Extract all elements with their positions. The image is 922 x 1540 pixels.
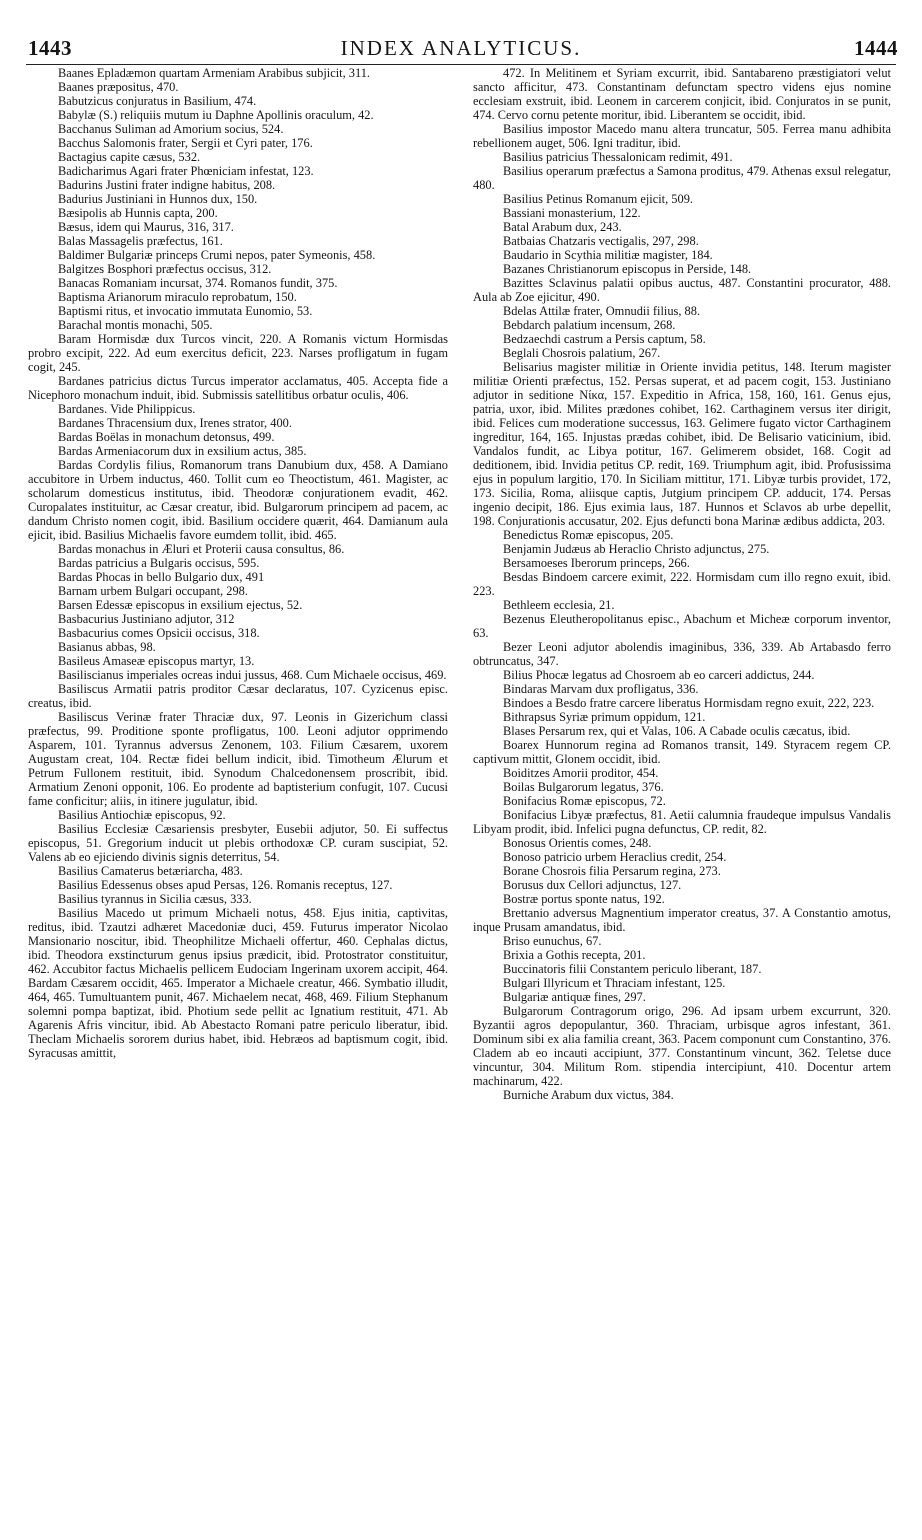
index-entry: Bardas Cordylis filius, Romanorum trans Danubium dux, 458. A Damiano accubitore in Urbem inductus, 460. Tollit cum eo Theoctistum, 461. Magister, ac scholarum domesticus institutus, ibid. Theodoræ conjurationem evadit, 462. Curopalates instituitur, ac Cæsar creatur, ibid. Bulgarorum principem ad pacem, ac dandum Christo nomen cogit, ibid. Basilium occidere quærit, 464. Damianum aula ejicit, ibid. Basilius Michaelis favore eumdem tollit, ibid. 465.: [28, 458, 448, 542]
index-entry: Bacchus Salomonis frater, Sergii et Cyri pater, 176.: [58, 136, 313, 150]
index-entry: Burniche Arabum dux victus, 384.: [503, 1088, 674, 1102]
index-entry: Bardas Boëlas in monachum detonsus, 499.: [58, 430, 275, 444]
index-entry: Basilius patricius Thessalonicam redimit, 491.: [503, 150, 733, 164]
index-entry: Baanes præpositus, 470.: [58, 80, 179, 94]
index-entry: Batal Arabum dux, 243.: [503, 220, 622, 234]
index-entry: Belisarius magister militiæ in Oriente invidia petitus, 148. Iterum magister militiæ Orienti præfectus, 152. Persas superat, et ad pacem cogit, 153. Justiniano adjutor in seditione Nίκα, 157. Expeditio in Africa, 158, 160, 161. Genus ejus, patria, uxor, ibid. Milites prædones cohibet, 162. Carthaginem versus iter dirigit, ibid. Felices cum moderatione successus, 163. Gelimere fugato victor Carthaginem ingreditur, 164, 165. Injustas prædas cohibet, ibid. De Belisario vaticinium, ibid. Vandalos fundit, ac Libya potitur, 167. Gelimerem obsidet, 168. Cogit ad deditionem, ibid. Invidia petitus CP. redit, 169. Triumphum agit, ibid. Profusissima ejus in populum largitio, 170. In Siciliam mittitur, 171. Libyæ turbis providet, 172, 173. Sicilia, Roma, aliisque captis, Jutgium principem CP. adducit, 174. Persas ingenio decipit, 186. Ejus eximia laus, 187. Hunnos et Sclavos ab urbe depellit, 198. Conjurationis accusatur, 202. Ejus defuncti bona Marinæ ædibus addicta, 203.: [473, 360, 891, 528]
index-entry: Bonoso patricio urbem Heraclius credit, 254.: [503, 850, 727, 864]
index-entry: Badurins Justini frater indigne habitus, 208.: [58, 178, 276, 192]
index-entry: Bulgarorum Contragorum origo, 296. Ad ipsam urbem excurrunt, 320. Byzantii agros depopulantur, 360. Thraciam, urbisque agros infestant, 361. Dominum sibi ex alia familia creant, 363. Pacem componunt cum Constantino, 376. Cladem ab eo incauti accipiunt, 377. Constantinum vincunt, 362. Teletse duce vincuntur, 304. Militum Rom. stipendia intercipiunt, 410. Docentur artem machinarum, 422.: [473, 1004, 891, 1088]
index-entry: Bacchanus Suliman ad Amorium socius, 524.: [58, 122, 284, 136]
index-entry: Basilius Ecclesiæ Cæsariensis presbyter, Eusebii adjutor, 50. Ei suffectus episcopus, 51. Gregorium inducit ut plebis orthodoxæ CP. curam suscipiat, 52. Valens ab eo ejiciendo divinis signis deterritus, 54.: [28, 822, 448, 864]
index-entry: Basilius Edessenus obses apud Persas, 126. Romanis receptus, 127.: [58, 878, 393, 892]
index-entry: Bardas patricius a Bulgaris occisus, 595.: [58, 556, 260, 570]
index-entry: Baram Hormisdæ dux Turcos vincit, 220. A Romanis victum Hormisdas probro excipit, 222. Ad eum exercitus deficit, 223. Narses profligatum in fugam cogit, 245.: [28, 332, 448, 374]
index-entry: Bersamoeses Iberorum princeps, 266.: [503, 556, 690, 570]
index-entry: Basileus Amaseæ episcopus martyr, 13.: [58, 654, 255, 668]
index-entry: Bactagius capite cæsus, 532.: [58, 150, 201, 164]
index-entry: Bæsipolis ab Hunnis capta, 200.: [58, 206, 218, 220]
index-entry: Basiliscus Verinæ frater Thraciæ dux, 97. Leonis in Gizerichum classi præfectus, 99. Proditione sponte profligatus, 100. Leoni adjutor opprimendo Asparem, 101. Tyrannus adversus Zenonem, 103. Filium Cæsarem, uxorem Augustam creat, 104. Rectæ fidei bellum indicit, ibid. Timotheum Ælurum et Petrum Fullonem restituit, ibid. Synodum Chalcedonensem proscribit, ibid. Armatium Zenoni opponit, 106. Eo prodente ad baptisterium confugit, 107. Cucusi fame conficitur; aliis, in itinere jugulatur, ibid.: [28, 710, 448, 808]
index-entry: Bardas Phocas in bello Bulgario dux, 491: [58, 570, 265, 584]
page-number-right: 1444: [854, 36, 898, 60]
index-entry: Barachal montis monachi, 505.: [58, 318, 213, 332]
left-column: [28, 66, 448, 1528]
index-entry: Basilius Macedo ut primum Michaeli notus, 458. Ejus initia, captivitas, reditus, ibid. Tzautzi adhæret Macedoniæ duci, 459. Futurus imperator Nicolao Mansionario noscitur, ibid. Theophilitze Michaeli offertur, 460. Cephalas dictus, ibid. Theodora exstincturum genus ipsius prædicit, ibid. Protostrator constituitur, 462. Accubitor factus Michaelis pellicem Eudociam Ingerinam uxorem accipit, 464. Bardam Cæsarem occidit, 465. Imperator a Michaele creatur, 466. Symbatio illudit, 464, 465. Tumultuantem punit, 467. Michaelem necat, 468, 469. Filium Stephanum solemni pompa baptizat, ibid. Photium sede pellit ac Ignatium restituit, 471. Ab Agarenis Afris vincitur, ibid. Ab Abestacto Romani patre periculo liberatur, ibid. Theclam Michaelis sororem durius habet, ibid. Hebræos ad baptismum cogit, ibid. Syracusas amittit,: [28, 906, 448, 1060]
index-entry: Besdas Bindoem carcere eximit, 222. Hormisdam cum illo regno exuit, ibid. 223.: [473, 570, 891, 598]
index-entry: Babutzicus conjuratus in Basilium, 474.: [58, 94, 257, 108]
index-entry: Barnam urbem Bulgari occupant, 298.: [58, 584, 248, 598]
index-entry: Baptismi ritus, et invocatio immutata Eunomio, 53.: [58, 304, 313, 318]
index-entry: Benedictus Romæ episcopus, 205.: [503, 528, 674, 542]
index-entry: Baldimer Bulgariæ princeps Crumi nepos, pater Symeonis, 458.: [58, 248, 376, 262]
index-entry: Bulgari Illyricum et Thraciam infestant, 125.: [503, 976, 726, 990]
index-entry: Bassiani monasterium, 122.: [503, 206, 641, 220]
index-entry: Bezer Leoni adjutor abolendis imaginibus, 336, 339. Ab Artabasdo ferro obtruncatus, 347.: [473, 640, 891, 668]
index-entry: Bindoes a Besdo fratre carcere liberatus Hormisdam regno exuit, 222, 223.: [503, 696, 875, 710]
index-entry: Blases Persarum rex, qui et Valas, 106. A Cabade oculis cæcatus, ibid.: [503, 724, 851, 738]
index-entry: Banacas Romaniam incursat, 374. Romanos fundit, 375.: [58, 276, 338, 290]
index-entry: Bonifacius Libyæ præfectus, 81. Aetii calumnia fraudeque impulsus Vandalis Libyam prodit, ibid. Infelici pugna defunctus, CP. redit, 82.: [473, 808, 891, 836]
index-entry: Basiliscus Armatii patris proditor Cæsar declaratus, 107. Cyzicenus episc. creatus, ibid.: [28, 682, 448, 710]
index-entry: Basilius impostor Macedo manu altera truncatur, 505. Ferrea manu adhibita rebellionem auget, 506. Igni traditur, ibid.: [473, 122, 891, 150]
index-entry: Barsen Edessæ episcopus in exsilium ejectus, 52.: [58, 598, 303, 612]
index-entry: Bedzaechdi castrum a Persis captum, 58.: [503, 332, 706, 346]
index-entry: Buccinatoris filii Constantem periculo liberant, 187.: [503, 962, 762, 976]
index-entry: Bithrapsus Syriæ primum oppidum, 121.: [503, 710, 706, 724]
index-entry: Basiliscianus imperiales ocreas indui jussus, 468. Cum Michaele occisus, 469.: [58, 668, 447, 682]
index-entry: Baptisma Arianorum miraculo reprobatum, 150.: [58, 290, 297, 304]
index-entry: Bdelas Attilæ frater, Omnudii filius, 88.: [503, 304, 701, 318]
page-number-left: 1443: [28, 36, 72, 60]
index-entry: Bostræ portus sponte natus, 192.: [503, 892, 665, 906]
index-entry: Balas Massagelis præfectus, 161.: [58, 234, 223, 248]
page-header: [22, 36, 900, 60]
index-entry: Briso eunuchus, 67.: [503, 934, 602, 948]
index-entry: 472. In Melitinem et Syriam excurrit, ibid. Santabareno præstigiatori velut sancto afficitur, 473. Constantinam defunctam spectro videns ejus nomine ecclesiam exstruit, ibid. Leonem in carcerem conjicit, ibid. Conjuratos in se punit, 474. Cervo cornu petente moritur, ibid. Liberantem se occidit, ibid.: [473, 66, 891, 122]
index-entry: Basilius Camaterus betæriarcha, 483.: [58, 864, 243, 878]
index-entry: Basilius operarum præfectus a Samona proditus, 479. Athenas exsul relegatur, 480.: [473, 164, 891, 192]
index-entry: Bardanes. Vide Philippicus.: [58, 402, 196, 416]
index-entry: Brettanio adversus Magnentium imperator creatus, 37. A Constantio amotus, inque Prusam amandatus, ibid.: [473, 906, 891, 934]
index-entry: Badicharimus Agari frater Phœniciam infestat, 123.: [58, 164, 314, 178]
index-entry: Boiditzes Amorii proditor, 454.: [503, 766, 659, 780]
index-entry: Bardanes Thracensium dux, Irenes strator, 400.: [58, 416, 292, 430]
index-entry: Bindaras Marvam dux profligatus, 336.: [503, 682, 699, 696]
right-column: [473, 66, 891, 1528]
index-entry: Bæsus, idem qui Maurus, 316, 317.: [58, 220, 234, 234]
index-entry: Bardas monachus in Æluri et Proterii causa consultus, 86.: [58, 542, 345, 556]
index-entry: Bardanes patricius dictus Turcus imperator acclamatus, 405. Accepta fide a Nicephoro monachum induit, ibid. Submissis satellitibus orbatur oculis, 406.: [28, 374, 448, 402]
index-entry: Bazanes Christianorum episcopus in Perside, 148.: [503, 262, 752, 276]
index-entry: Borane Chosrois filia Persarum regina, 273.: [503, 864, 721, 878]
index-entry: Babylæ (S.) reliquiis mutum iu Daphne Apollinis oraculum, 42.: [58, 108, 374, 122]
index-entry: Boarex Hunnorum regina ad Romanos transit, 149. Styracem regem CP. captivum mittit, Glonem occidit, ibid.: [473, 738, 891, 766]
running-title: INDEX ANALYTICUS.: [340, 36, 582, 60]
index-entry: Balgitzes Bosphori præfectus occisus, 312.: [58, 262, 272, 276]
index-entry: Boilas Bulgarorum legatus, 376.: [503, 780, 664, 794]
index-entry: Basilius tyrannus in Sicilia cæsus, 333.: [58, 892, 252, 906]
index-entry: Basbacurius comes Opsicii occisus, 318.: [58, 626, 260, 640]
index-entry: Bardas Armeniacorum dux in exsilium actus, 385.: [58, 444, 307, 458]
index-entry: Borusus dux Cellori adjunctus, 127.: [503, 878, 682, 892]
index-entry: Bazittes Sclavinus palatii opibus auctus, 487. Constantini procurator, 488. Aula ab Zoe ejicitur, 490.: [473, 276, 891, 304]
index-entry: Baudario in Scythia militiæ magister, 184.: [503, 248, 713, 262]
index-entry: Basilius Petinus Romanum ejicit, 509.: [503, 192, 693, 206]
index-entry: Basianus abbas, 98.: [58, 640, 156, 654]
index-entry: Badurius Justiniani in Hunnos dux, 150.: [58, 192, 258, 206]
index-entry: Batbaias Chatzaris vectigalis, 297, 298.: [503, 234, 699, 248]
index-entry: Bethleem ecclesia, 21.: [503, 598, 615, 612]
index-entry: Bilius Phocæ legatus ad Chosroem ab eo carceri addictus, 244.: [503, 668, 815, 682]
index-entry: Bebdarch palatium incensum, 268.: [503, 318, 676, 332]
index-entry: Bezenus Eleutheropolitanus episc., Abachum et Micheæ corporum inventor, 63.: [473, 612, 891, 640]
index-entry: Bonifacius Romæ episcopus, 72.: [503, 794, 666, 808]
index-entry: Baanes Epladæmon quartam Armeniam Arabibus subjicit, 311.: [58, 66, 371, 80]
index-entry: Brixia a Gothis recepta, 201.: [503, 948, 646, 962]
index-entry: Basilius Antiochiæ episcopus, 92.: [58, 808, 226, 822]
index-entry: Bulgariæ antiquæ fines, 297.: [503, 990, 646, 1004]
index-entry: Bonosus Orientis comes, 248.: [503, 836, 652, 850]
index-entry: Benjamin Judæus ab Heraclio Christo adjunctus, 275.: [503, 542, 770, 556]
header-rule: [26, 64, 896, 65]
index-entry: Basbacurius Justiniano adjutor, 312: [58, 612, 235, 626]
index-entry: Beglali Chosrois palatium, 267.: [503, 346, 661, 360]
